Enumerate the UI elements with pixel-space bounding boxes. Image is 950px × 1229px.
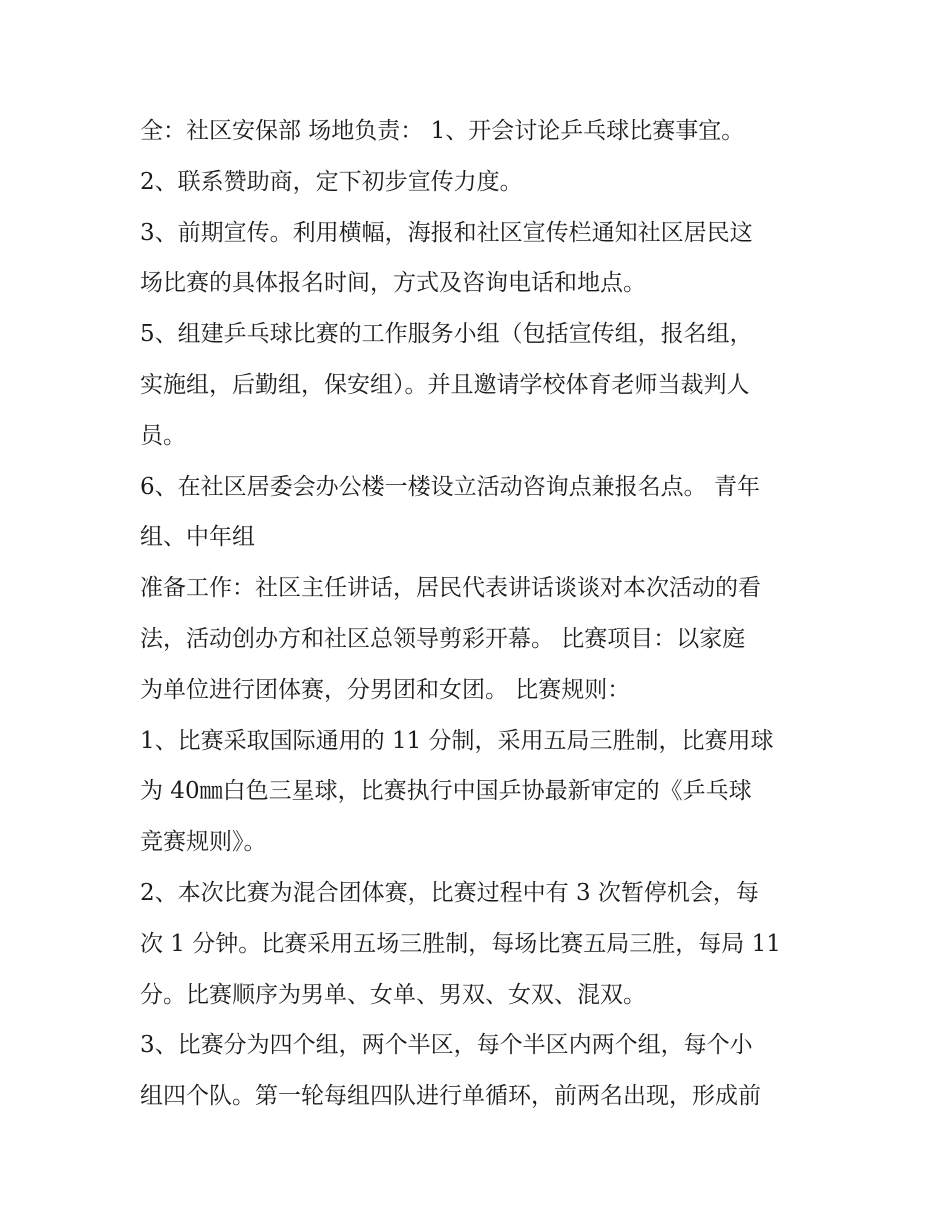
- text-line: 员。: [140, 422, 186, 449]
- text-line: 为单位进行团体赛，分男团和女团。 比赛规则：: [140, 676, 631, 703]
- text-line: 为 40㎜白色三星球，比赛执行中国乒协最新审定的《乒乓球: [140, 778, 752, 805]
- text-line: 法，活动创办方和社区总领导剪彩开幕。 比赛项目：以家庭: [140, 625, 746, 652]
- text-line: 5、组建乒乓球比赛的工作服务小组（包括宣传组，报名组，: [140, 321, 753, 348]
- text-line: 竞赛规则》。: [140, 829, 267, 856]
- text-line: 6、在社区居委会办公楼一楼设立活动咨询点兼报名点。 青年: [140, 473, 760, 500]
- text-line: 场比赛的具体报名时间，方式及咨询电话和地点。: [140, 270, 646, 297]
- text-line: 准备工作：社区主任讲话，居民代表讲话谈谈对本次活动的看: [140, 575, 761, 602]
- text-line: 实施组，后勤组，保安组）。并且邀请学校体育老师当裁判人: [140, 371, 750, 398]
- document-body: [140, 106, 820, 1122]
- text-line: 次 1 分钟。比赛采用五场三胜制，每场比赛五局三胜，每局 11: [140, 930, 781, 957]
- text-line: 组、中年组: [140, 524, 255, 551]
- text-line: 3、比赛分为四个组，两个半区，每个半区内两个组，每个小: [140, 1032, 753, 1059]
- text-line: 全：社区安保部 场地负责： 1、开会讨论乒乓球比赛事宜。: [140, 118, 745, 144]
- text-line: 分。比赛顺序为男单、女单、男双、女双、混双。: [140, 981, 646, 1008]
- text-line: 1、比赛采取国际通用的 11 分制，采用五局三胜制，比赛用球: [140, 727, 774, 754]
- text-line: 3、前期宣传。利用横幅，海报和社区宣传栏通知社区居民这: [140, 219, 753, 246]
- text-line: 2、本次比赛为混合团体赛，比赛过程中有 3 次暂停机会，每: [140, 879, 759, 906]
- text-line: 组四个队。第一轮每组四队进行单循环，前两名出现，形成前: [140, 1083, 761, 1110]
- text-line: 2、联系赞助商，定下初步宣传力度。: [140, 168, 523, 195]
